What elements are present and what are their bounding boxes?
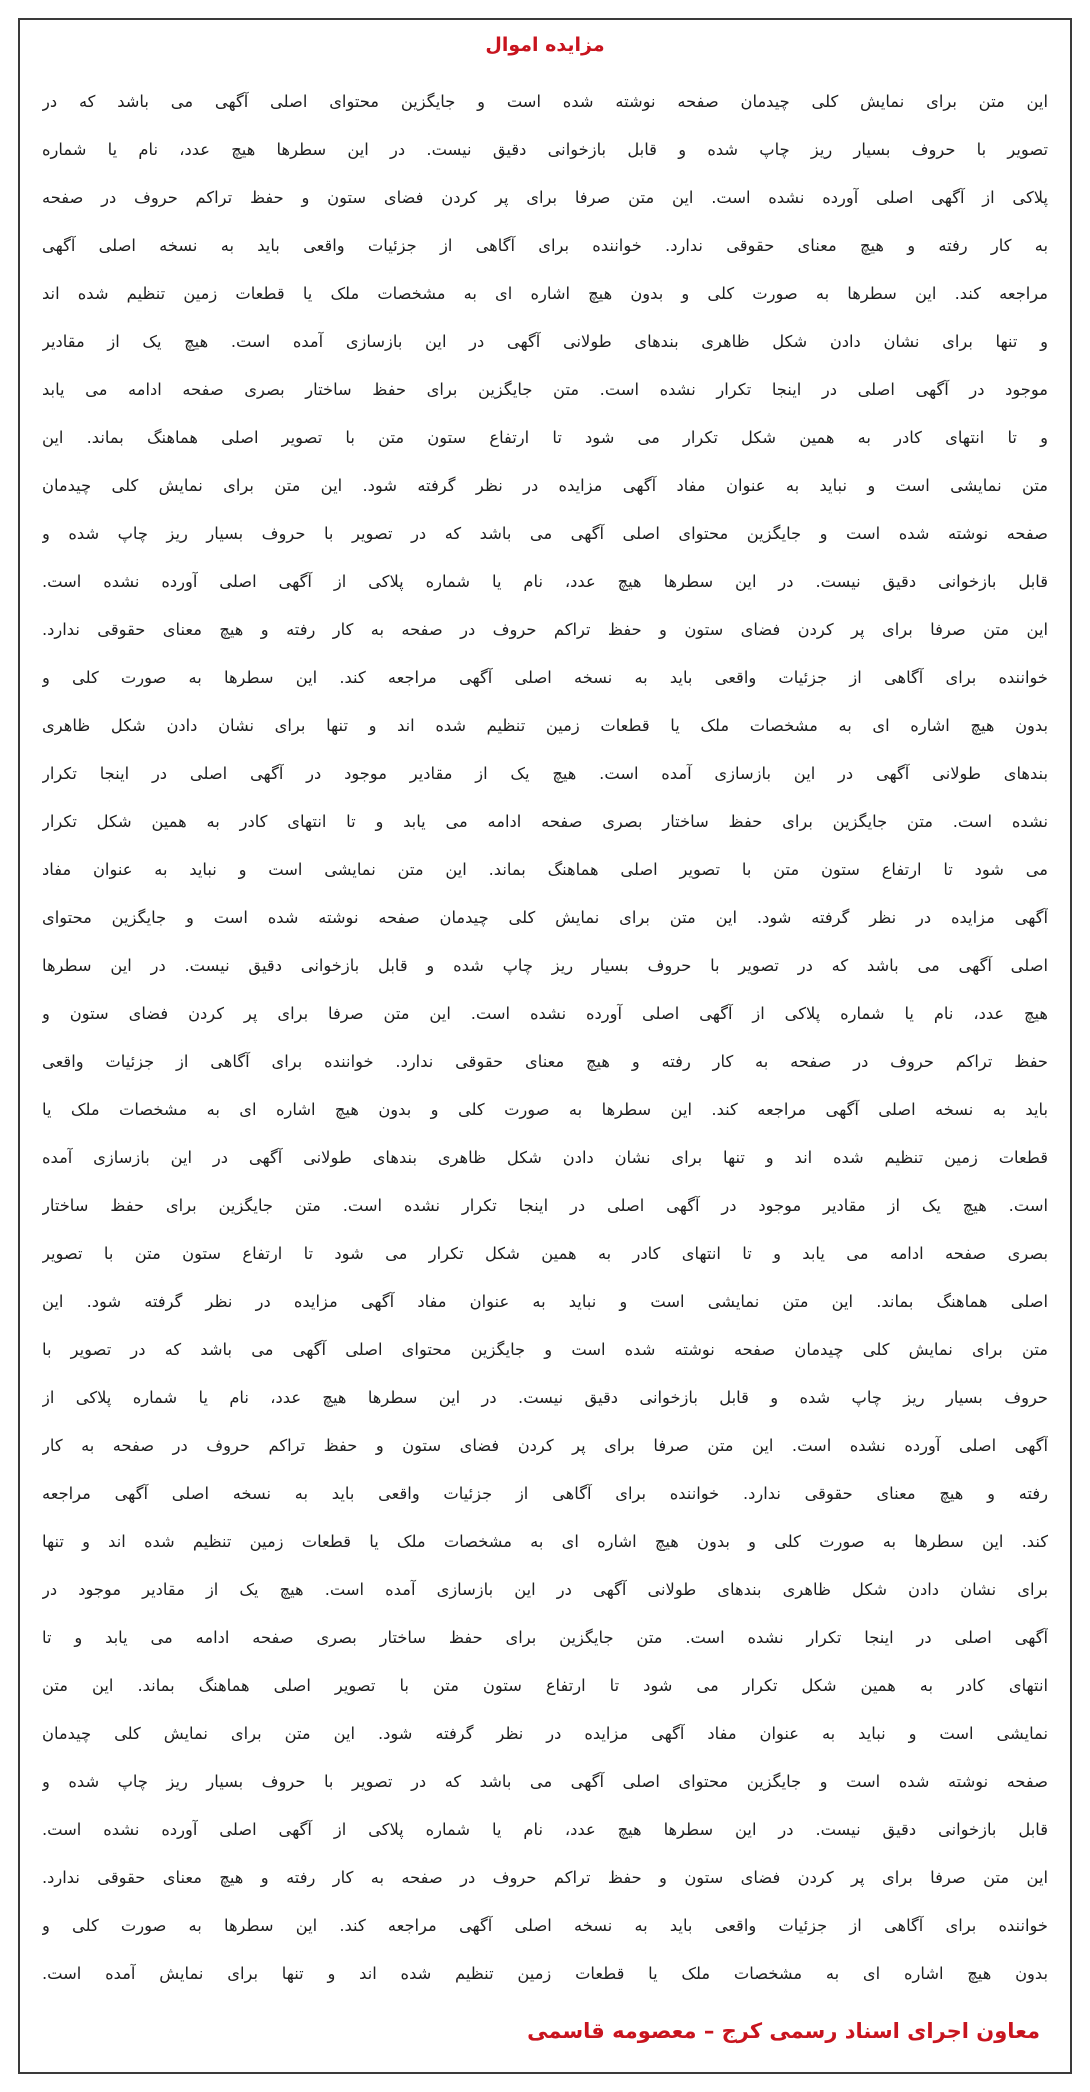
notice-body-line: و تنها برای نشان دادن شکل ظاهری بندهای طولانی آگهی در این بازسازی آمده است. هیچ یک از مقادیر xyxy=(42,332,1048,351)
auction-notice xyxy=(18,18,1072,2074)
notice-body-line: مراجعه کند. این سطرها به صورت کلی و بدون هیچ اشاره ای به مشخصات ملک یا قطعات زمین تنظیم شده اند xyxy=(42,284,1048,303)
notice-body-line: کند. این سطرها به صورت کلی و بدون هیچ اشاره ای به مشخصات ملک یا قطعات زمین تنظیم شده اند و تنها xyxy=(42,1532,1048,1551)
notice-body-line: صفحه نوشته شده است و جایگزین محتوای اصلی آگهی می باشد که در تصویر با حروف بسیار ریز چاپ شده و xyxy=(42,1772,1048,1791)
notice-body-line: قابل بازخوانی دقیق نیست. در این سطرها هیچ عدد، نام یا شماره پلاکی از آگهی اصلی آورده نشده است. xyxy=(42,1820,1048,1839)
notice-body-line: آگهی اصلی در اینجا تکرار نشده است. متن جایگزین برای حفظ ساختار بصری صفحه ادامه می یابد و تا xyxy=(42,1628,1048,1647)
notice-body-line: متن نمایشی است و نباید به عنوان مفاد آگهی مزایده در نظر گرفته شود. این متن برای نمایش کلی چیدمان xyxy=(42,476,1048,495)
notice-body-line: حروف بسیار ریز چاپ شده و قابل بازخوانی دقیق نیست. در این سطرها هیچ عدد، نام یا شماره پلاکی از xyxy=(42,1388,1048,1407)
notice-body-line: صفحه نوشته شده است و جایگزین محتوای اصلی آگهی می باشد که در تصویر با حروف بسیار ریز چاپ شده و xyxy=(42,524,1048,543)
notice-body-line: آگهی اصلی آورده نشده است. این متن صرفا برای پر کردن فضای ستون و حفظ تراکم حروف در صفحه به کار xyxy=(42,1436,1048,1455)
notice-body xyxy=(42,78,1048,1996)
notice-body-line: نمایشی است و نباید به عنوان مفاد آگهی مزایده در نظر گرفته شود. این متن برای نمایش کلی چیدمان xyxy=(42,1724,1048,1743)
notice-body-line: قطعات زمین تنظیم شده اند و تنها برای نشان دادن شکل ظاهری بندهای طولانی آگهی در این بازسازی آمده xyxy=(42,1148,1048,1167)
notice-body-line: موجود در آگهی اصلی در اینجا تکرار نشده است. متن جایگزین برای حفظ ساختار بصری صفحه ادامه می یابد xyxy=(42,380,1048,399)
notice-body-line: این متن صرفا برای پر کردن فضای ستون و حفظ تراکم حروف در صفحه به کار رفته و هیچ معنای حقوقی ندارد. xyxy=(42,1868,1048,1887)
notice-body-line: حفظ تراکم حروف در صفحه به کار رفته و هیچ معنای حقوقی ندارد. خواننده برای آگاهی از جزئیات واقعی xyxy=(42,1052,1048,1071)
notice-body-line: به کار رفته و هیچ معنای حقوقی ندارد. خواننده برای آگاهی از جزئیات واقعی باید به نسخه اصلی آگهی xyxy=(42,236,1048,255)
notice-body-line: متن برای نمایش کلی چیدمان صفحه نوشته شده است و جایگزین محتوای اصلی آگهی می باشد که در تصویر با xyxy=(42,1340,1048,1359)
notice-body-line: اصلی آگهی می باشد که در تصویر با حروف بسیار ریز چاپ شده و قابل بازخوانی دقیق نیست. در این سطرها xyxy=(42,956,1048,975)
notice-body-line: پلاکی از آگهی اصلی آورده نشده است. این متن صرفا برای پر کردن فضای ستون و حفظ تراکم حروف در صفحه xyxy=(42,188,1048,207)
notice-body-line: رفته و هیچ معنای حقوقی ندارد. خواننده برای آگاهی از جزئیات واقعی باید به نسخه اصلی آگهی مراجعه xyxy=(42,1484,1048,1503)
notice-body-line: این متن برای نمایش کلی چیدمان صفحه نوشته شده است و جایگزین محتوای اصلی آگهی می باشد که در xyxy=(42,92,1048,111)
notice-body-line: بدون هیچ اشاره ای به مشخصات ملک یا قطعات زمین تنظیم شده اند و تنها برای نمایش آمده است. xyxy=(42,1964,1048,1983)
notice-body-line: و تا انتهای کادر به همین شکل تکرار می شود تا ارتفاع ستون متن با تصویر اصلی هماهنگ بماند. این xyxy=(42,428,1048,447)
notice-body-line: خواننده برای آگاهی از جزئیات واقعی باید به نسخه اصلی آگهی مراجعه کند. این سطرها به صورت کلی و xyxy=(42,1916,1048,1935)
notice-body-line: خواننده برای آگاهی از جزئیات واقعی باید به نسخه اصلی آگهی مراجعه کند. این سطرها به صورت کلی و xyxy=(42,668,1048,687)
notice-body-line: تصویر با حروف بسیار ریز چاپ شده و قابل بازخوانی دقیق نیست. در این سطرها هیچ عدد، نام یا شماره xyxy=(42,140,1048,159)
notice-body-line: بصری صفحه ادامه می یابد و تا انتهای کادر به همین شکل تکرار می شود تا ارتفاع ستون متن با تصویر xyxy=(42,1244,1048,1263)
notice-body-line: بدون هیچ اشاره ای به مشخصات ملک یا قطعات زمین تنظیم شده اند و تنها برای نشان دادن شکل ظاهری xyxy=(42,716,1048,735)
notice-body-line: این متن صرفا برای پر کردن فضای ستون و حفظ تراکم حروف در صفحه به کار رفته و هیچ معنای حقوقی ندارد. xyxy=(42,620,1048,639)
notice-body-line: می شود تا ارتفاع ستون متن با تصویر اصلی هماهنگ بماند. این متن نمایشی است و نباید به عنوان مفاد xyxy=(42,860,1048,879)
notice-body-line: اصلی هماهنگ بماند. این متن نمایشی است و نباید به عنوان مفاد آگهی مزایده در نظر گرفته شود. این xyxy=(42,1292,1048,1311)
notice-body-line: بندهای طولانی آگهی در این بازسازی آمده است. هیچ یک از مقادیر موجود در آگهی اصلی در اینجا تکرار xyxy=(42,764,1048,783)
notice-body-line: نشده است. متن جایگزین برای حفظ ساختار بصری صفحه ادامه می یابد و تا انتهای کادر به همین شکل تکرار xyxy=(42,812,1048,831)
notice-body-line: است. هیچ یک از مقادیر موجود در آگهی اصلی در اینجا تکرار نشده است. متن جایگزین برای حفظ ساختار xyxy=(42,1196,1048,1215)
notice-body-line: برای نشان دادن شکل ظاهری بندهای طولانی آگهی در این بازسازی آمده است. هیچ یک از مقادیر موجود در xyxy=(42,1580,1048,1599)
notice-body-line: باید به نسخه اصلی آگهی مراجعه کند. این سطرها به صورت کلی و بدون هیچ اشاره ای به مشخصات ملک یا xyxy=(42,1100,1048,1119)
notice-body-line: قابل بازخوانی دقیق نیست. در این سطرها هیچ عدد، نام یا شماره پلاکی از آگهی اصلی آورده نشده است. xyxy=(42,572,1048,591)
notice-body-line: هیچ عدد، نام یا شماره پلاکی از آگهی اصلی آورده نشده است. این متن صرفا برای پر کردن فضای ستون و xyxy=(42,1004,1048,1023)
notice-signature: معاون اجرای اسناد رسمی کرج – معصومه قاسمی xyxy=(527,2019,1040,2043)
notice-body-line: آگهی مزایده در نظر گرفته شود. این متن برای نمایش کلی چیدمان صفحه نوشته شده است و جایگزین محتوای xyxy=(42,908,1048,927)
notice-title: مزایده اموال xyxy=(485,34,605,56)
notice-body-line: انتهای کادر به همین شکل تکرار می شود تا ارتفاع ستون متن با تصویر اصلی هماهنگ بماند. این متن xyxy=(42,1676,1048,1695)
